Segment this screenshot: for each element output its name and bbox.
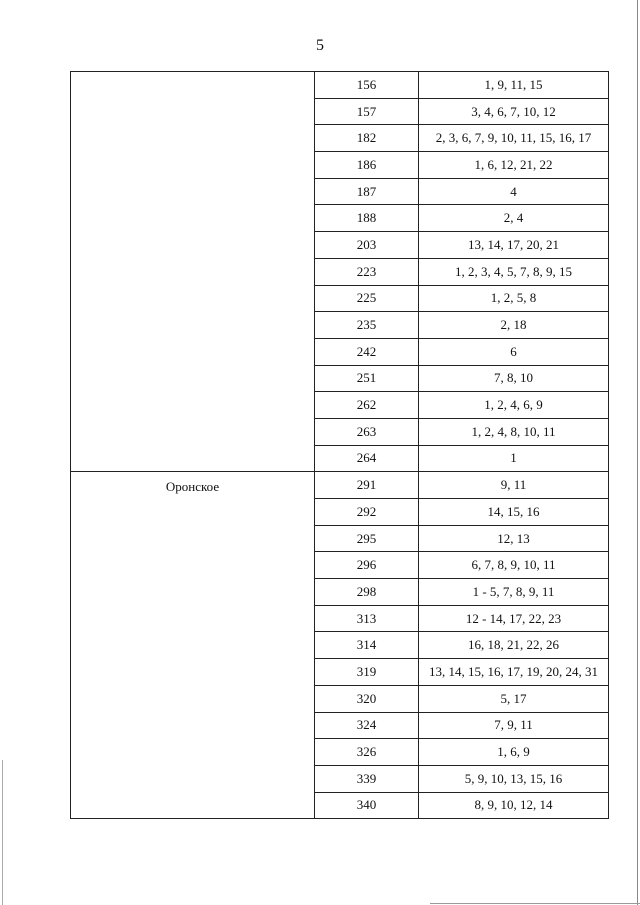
district-cell xyxy=(71,72,315,472)
quarter-number-cell: 313 xyxy=(315,605,419,632)
quarter-number-cell: 223 xyxy=(315,258,419,285)
quarter-number-cell: 203 xyxy=(315,232,419,259)
quarter-number-cell: 242 xyxy=(315,338,419,365)
quarter-number-cell: 157 xyxy=(315,98,419,125)
quarter-number-cell: 235 xyxy=(315,312,419,339)
page-number: 5 xyxy=(316,37,324,54)
table-body xyxy=(71,72,609,819)
plot-numbers-cell: 16, 18, 21, 22, 26 xyxy=(419,632,609,659)
quarter-number-cell: 298 xyxy=(315,579,419,606)
plot-numbers-cell: 5, 17 xyxy=(419,685,609,712)
plot-numbers-cell: 7, 9, 11 xyxy=(419,712,609,739)
plot-numbers-cell: 14, 15, 16 xyxy=(419,499,609,526)
plot-numbers-cell: 1, 2, 4, 6, 9 xyxy=(419,392,609,419)
plot-numbers-cell: 3, 4, 6, 7, 10, 12 xyxy=(419,98,609,125)
quarter-number-cell: 314 xyxy=(315,632,419,659)
quarter-number-cell: 326 xyxy=(315,739,419,766)
plot-numbers-cell: 2, 3, 6, 7, 9, 10, 11, 15, 16, 17 xyxy=(419,125,609,152)
quarter-number-cell: 264 xyxy=(315,445,419,472)
plot-numbers-cell: 1, 6, 9 xyxy=(419,739,609,766)
plot-numbers-cell: 12, 13 xyxy=(419,525,609,552)
scan-edge-left xyxy=(2,760,3,905)
plot-numbers-cell: 2, 18 xyxy=(419,312,609,339)
plot-numbers-cell: 12 - 14, 17, 22, 23 xyxy=(419,605,609,632)
plot-numbers-cell: 6, 7, 8, 9, 10, 11 xyxy=(419,552,609,579)
quarter-number-cell: 187 xyxy=(315,178,419,205)
quarter-number-cell: 320 xyxy=(315,685,419,712)
plot-numbers-cell: 1 xyxy=(419,445,609,472)
plot-numbers-cell: 13, 14, 15, 16, 17, 19, 20, 24, 31 xyxy=(419,659,609,686)
plot-numbers-cell: 1, 2, 4, 8, 10, 11 xyxy=(419,418,609,445)
plot-numbers-cell: 1, 2, 5, 8 xyxy=(419,285,609,312)
quarter-number-cell: 340 xyxy=(315,792,419,819)
plot-numbers-cell: 2, 4 xyxy=(419,205,609,232)
plot-numbers-cell: 1, 9, 11, 15 xyxy=(419,72,609,99)
quarter-number-cell: 186 xyxy=(315,152,419,179)
plot-numbers-cell: 1, 6, 12, 21, 22 xyxy=(419,152,609,179)
plot-numbers-cell: 1 - 5, 7, 8, 9, 11 xyxy=(419,579,609,606)
quarter-number-cell: 292 xyxy=(315,499,419,526)
quarter-number-cell: 339 xyxy=(315,765,419,792)
plot-numbers-cell: 8, 9, 10, 12, 14 xyxy=(419,792,609,819)
scan-edge-bottom xyxy=(430,903,640,904)
quarter-number-cell: 188 xyxy=(315,205,419,232)
district-cell: Оронское xyxy=(71,472,315,819)
table-row xyxy=(71,472,609,499)
plot-numbers-cell: 7, 8, 10 xyxy=(419,365,609,392)
quarter-number-cell: 262 xyxy=(315,392,419,419)
plot-numbers-cell: 4 xyxy=(419,178,609,205)
table-row xyxy=(71,72,609,99)
quarter-number-cell: 296 xyxy=(315,552,419,579)
forest-quarters-table xyxy=(70,71,609,819)
quarter-number-cell: 263 xyxy=(315,418,419,445)
plot-numbers-cell: 1, 2, 3, 4, 5, 7, 8, 9, 15 xyxy=(419,258,609,285)
plot-numbers-cell: 6 xyxy=(419,338,609,365)
quarter-number-cell: 324 xyxy=(315,712,419,739)
quarter-number-cell: 319 xyxy=(315,659,419,686)
quarter-number-cell: 251 xyxy=(315,365,419,392)
plot-numbers-cell: 5, 9, 10, 13, 15, 16 xyxy=(419,765,609,792)
plot-numbers-cell: 9, 11 xyxy=(419,472,609,499)
quarter-number-cell: 295 xyxy=(315,525,419,552)
quarter-number-cell: 225 xyxy=(315,285,419,312)
scan-edge-right xyxy=(637,0,638,905)
plot-numbers-cell: 13, 14, 17, 20, 21 xyxy=(419,232,609,259)
quarter-number-cell: 182 xyxy=(315,125,419,152)
quarter-number-cell: 291 xyxy=(315,472,419,499)
quarter-number-cell: 156 xyxy=(315,72,419,99)
